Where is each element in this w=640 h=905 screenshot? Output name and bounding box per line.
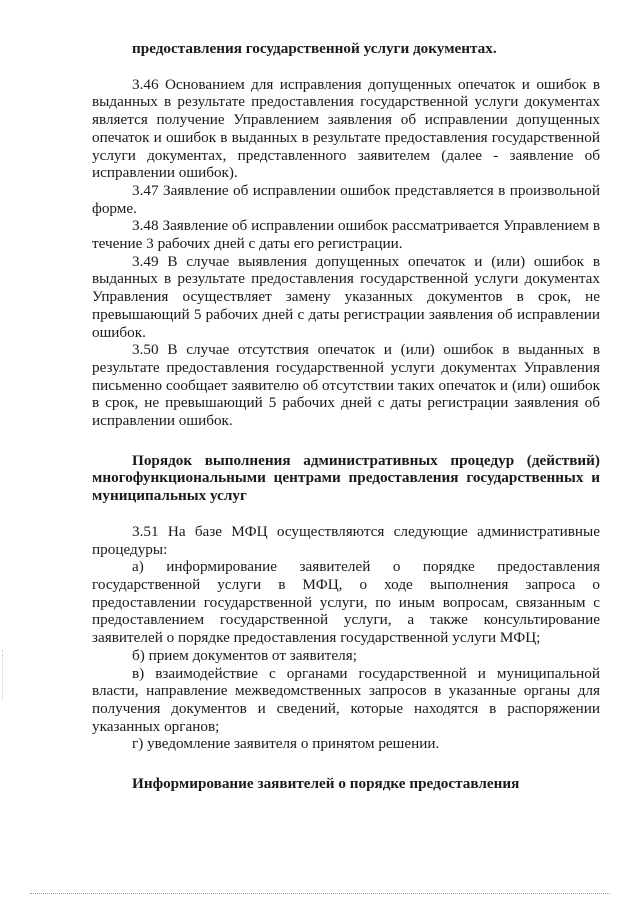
paragraph-3-49: 3.49 В случае выявления допущенных опечаток и (или) ошибок в выданных в результате предоставления государственной услуги документах Управления осуществляет замену указанных документов в срок, не превышающий 5 рабочих дней с даты регистрации заявления об исправлении ошибок.	[92, 252, 600, 341]
item-b: б) прием документов от заявителя;	[132, 646, 357, 664]
document-body	[92, 40, 600, 793]
heading-top: предоставления государственной услуги документах.	[132, 40, 497, 57]
item-a: а) информирование заявителей о порядке предоставления государственной услуги в МФЦ, о ходе выполнения запроса о предоставлении государственной услуги, по иным вопросам, связанным с предоставлением государственной услуги, а также консультирование заявителей о порядке предоставления государственной услуги МФЦ;	[92, 558, 600, 647]
heading-mfc-procedures: Порядок выполнения административных процедур (действий) многофункциональными центрами предоставления государственных и муниципальных услуг	[92, 451, 600, 505]
item-v: в) взаимодействие с органами государственной и муниципальной власти, направление межведомственных запросов в указанные органы для получения документов и сведений, которые находятся в распоряжении указанных органов;	[92, 664, 600, 735]
scan-margin-mark	[2, 650, 4, 700]
paragraph-3-51: 3.51 На базе МФЦ осуществляются следующие административные процедуры:	[92, 522, 600, 558]
paragraph-3-46: 3.46 Основанием для исправления допущенных опечаток и ошибок в выданных в результате предоставления государственной услуги документах является получение Управлением заявления об исправлении допущенных опечаток и ошибок в выданных в результате предоставления государственной услуги документах, представленного заявителем (далее - заявление об исправлении ошибок).	[92, 75, 600, 182]
paragraph-3-48: 3.48 Заявление об исправлении ошибок рассматривается Управлением в течение 3 рабочих дней с даты его регистрации.	[92, 217, 600, 253]
heading-informing: Информирование заявителей о порядке предоставления	[132, 775, 520, 793]
scan-bottom-rule	[30, 893, 610, 894]
paragraph-3-47: 3.47 Заявление об исправлении ошибок представляется в произвольной форме.	[92, 181, 600, 217]
paragraph-3-50: 3.50 В случае отсутствия опечаток и (или) ошибок в выданных в результате предоставления государственной услуги документах Управления письменно сообщает заявителю об отсутствии таких опечаток и (или) ошибок в срок, не превышающий 5 рабочих дней с даты регистрации заявления об исправлении ошибок.	[92, 341, 600, 430]
item-g: г) уведомление заявителя о принятом решении.	[132, 735, 440, 753]
